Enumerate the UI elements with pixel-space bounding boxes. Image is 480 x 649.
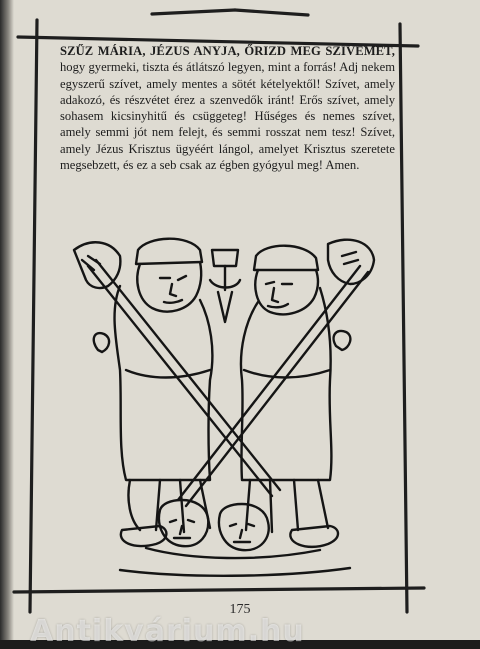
- prayer-lead: SZŰZ MÁRIA, JÉZUS ANYJA, ŐRIZD MEG SZÍVEMET,: [60, 44, 395, 58]
- illustration-two-soldiers: [60, 230, 390, 585]
- prayer-text: [60, 43, 395, 173]
- prayer-body: hogy gyermeki, tiszta és átlátszó legyen, mint a forrás! Adj nekem egyszerű szívet, amely mentes a sötét kételyektől! Szívet, amely adakozó, és részvétet érez a szenvedők iránt! Erős szívet, amely sohasem kicsinyhitű és csüggeteg! Hűséges és nemes szívet, amely semmi jót nem felejt, és semmi rosszat nem tesz! Szívet, amely Jézus Krisztus ügyéért lángol, amelyet Krisztus szeretete megsebzett, és ez a seb csak az égben gyógyul meg! Amen.: [60, 60, 395, 173]
- watermark-text: Antikvárium.hu: [30, 614, 305, 649]
- page-number: 175: [229, 602, 251, 617]
